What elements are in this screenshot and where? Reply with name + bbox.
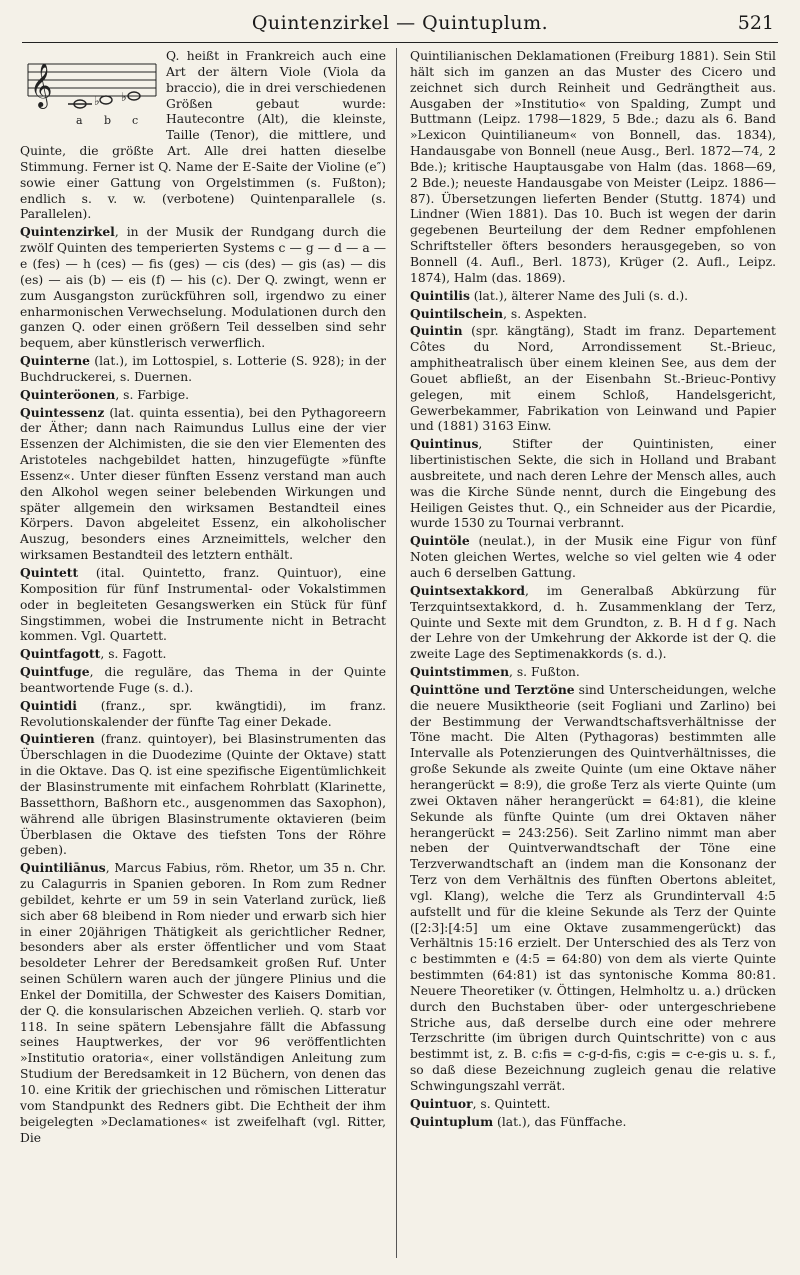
entry-headword: Quintenzirkel [20, 224, 115, 240]
entry [410, 1096, 776, 1113]
entry-headword: Quintiliānus [20, 860, 106, 876]
entry [410, 306, 776, 323]
right-column [410, 48, 776, 1132]
entry [20, 731, 386, 859]
entry [20, 860, 386, 1146]
svg-text:♭: ♭ [121, 90, 127, 104]
note-label-c: c [132, 114, 139, 127]
entry [410, 436, 776, 532]
entry-headword: Quintilschein [410, 305, 504, 321]
running-title: Quintenzirkel — Quintuplum. [251, 12, 549, 34]
entry-headword: Quintessenz [20, 404, 105, 420]
entry-text: , im Generalbaß Abkürzung für Terzquintsextakkord, d. h. Zusammenklang der Terz, Quinte und Sexte mit dem Grundton, z. B. H d f g. Nach der Lehre von der Umkehrung der Akkorde ist der Q. die zweite Lage des Septimenakkords (s. d.). [410, 583, 776, 662]
page-header [22, 6, 778, 43]
entry-text: (lat.), älterer Name des Juli (s. d.). [469, 288, 689, 303]
entry-headword: Quintstimmen [410, 664, 510, 680]
entry-text: (franz. quintoyer), bei Blasinstrumenten das Überschlagen in die Duodezime (Quinte der Oktave) statt in die Oktave. Das Q. ist eine spezifische Eigentümlichkeit der Blasinstrumente mit einfachem Rohrblatt (Klarinette, Bassetthorn, Baßhorn etc., ausgenommen das Saxophon), während alle übrigen Blasinstrumente oktavieren (beim Überblasen die Oktave des tiefsten Tons der Röhre geben). [20, 732, 386, 858]
svg-text:♭: ♭ [94, 94, 100, 108]
entry-headword: Quintuplum [410, 1113, 494, 1129]
entry-text: Quintilianischen Deklamationen (Freiburg 1881). Sein Stil hält sich im ganzen an das Muster des Cicero und zeichnet sich durch Reinheit und Gedrängtheit aus. Ausgaben der »Institutio« von Spalding, Zumpt und Buttmann (Leipz. 1798—1829, 5 Bde.; dazu als 6. Band »Lexicon Quintilianeum« von Bonnell, das. 1834), Handausgabe von Bonnell (neue Ausg., Berl. 1872—74, 2 Bde.); kritische Hauptausgabe von Halm (das. 1868—69, 2 Bde.); neueste Handausgabe von Meister (Leipz. 1886—87). Übersetzungen lieferten Bender (Stuttg. 1874) und Lindner (Wien 1881). Das 10. Buch ist wegen der darin gegebenen Beurteilung der dem Redner empfohlenen Schriftsteller öfters besonders herausgegeben, so von Bonnell (4. Aufl., Berl. 1873), Krüger (2. Aufl., Leipz. 1874), Halm (das. 1869). [410, 49, 776, 285]
entry-text: (lat. quinta essentia), bei den Pythagoreern der Äther; dann nach Raimundus Lullus eine der vier Essenzen der Alchimisten, die sie den vier Elementen des Aristoteles nachgebildet hatten, hinzugefügte »fünfte Essenz«. Unter dieser fünften Essenz verstand man auch den Alkohol wegen seiner belebenden Wirkungen und später allgemein den wirksamen Bestandteil eines Körpers. Davon abgeleitet Essenz, ein alkoholischer Auszug, besonders eines Arzneimittels, welcher den wirksamen Bestandteil des letztern enthält. [20, 405, 386, 563]
entry-text: sind Unterscheidungen, welche die neuere Musiktheorie (seit Fogliani und Zarlino) bei der Bestimmung der Verwandtschaftsverhältnisse der Töne macht. Die Alten (Pythagoras) bestimmten alle Intervalle als Potenzierungen des Quintverhältnisses, die große Sekunde als zweite Quinte (um eine Oktave näher herangerückt = 8:9), die große Terz als vierte Quinte (um zwei Oktaven näher herangerückt = 64:81), die kleine Sekunde als fünfte Quinte (um drei Oktaven näher herangerückt = 243:256). Seit Zarlino nimmt man aber neben der Quintverwandtschaft der Töne eine Terzverwandtschaft an (indem man die Konsonanz der Terz von dem Verhältnis des fünften Obertons ableitet, vgl. Klang), welche die Terz als Grundintervall 4:5 aufstellt und für die kleine Sekunde als Terz der Quinte ([2:3]:[4:5] um eine Oktave zusammengerückt) das Verhältnis 15:16 erzielt. Der Unterschied des als Terz von c bestimmten e (4:5 = 64:80) von dem als vierte Quinte bestimmten (64:81) ist das syntonische Komma 80:81. Neuere Theoretiker (v. Öttingen, Helmholtz u. a.) drücken durch den Buchstaben über- oder untergeschriebene Striche aus, daß derselbe durch eine oder mehrere Terzschritte (im übrigen durch Quintschritte) von c aus bestimmt ist, z. B. c:fis = c-g-d-fis, c:gis = c-e-gis u. s. f., so daß diese Bezeichnung zugleich genau die relative Schwingungszahl verrät. [410, 682, 776, 1093]
entry [410, 664, 776, 681]
entry-text: (lat.), im Lottospiel, s. Lotterie (S. 928); in der Buchdruckerei, s. Duernen. [20, 354, 386, 384]
entry-text: , s. Quintett. [472, 1096, 551, 1111]
entry-headword: Quinterne [20, 353, 91, 369]
entry-headword: Quintfagott [20, 646, 101, 662]
entry-headword: Quintsextakkord [410, 582, 525, 598]
note-label-b: b [104, 114, 112, 127]
entry [410, 48, 776, 287]
entry-headword: Quintett [20, 565, 79, 580]
entry [20, 646, 386, 663]
entry-text: , s. Fußton. [509, 665, 580, 680]
entry-headword: Quintin [410, 323, 463, 339]
entry-headword: Quintfuge [20, 664, 90, 680]
note-label-a: a [76, 114, 83, 127]
entry-text: , in der Musik der Rundgang durch die zwölf Quinten des temperierten Systems c — g — d — a — e (fes) — h (ces) — fis (ges) — cis (des) — gis (as) — dis (es) — ais (b) — eis (f) — his (c). Der Q. zwingt, wenn er zum Ausgangston zurückführen soll, irgendwo zu einer enharmonischen Verwechselung. Modulationen durch den ganzen Q. oder einen größern Teil desselben sind sehr bequem, aber künstlerisch verwerflich. [20, 225, 386, 351]
entry [410, 682, 776, 1095]
entry-headword: Quintieren [20, 731, 95, 747]
entry-headword: Quinttöne und Terztöne [410, 681, 575, 697]
entry-text: (spr. kängtäng), Stadt im franz. Departement Côtes du Nord, Arrondissement St.-Brieuc, amphitheatralisch über einem kleinen See, aus dem der Gouet abfließt, an der Eisenbahn St.-Brieuc-Pontivy gelegen, mit einem Schloß, Handelsgericht, Gewerbekammer, Fabrikation von Leinwand und Papier und (1881) 3163 Einw. [410, 324, 776, 434]
entry [20, 565, 386, 645]
column-divider [396, 48, 397, 1258]
entry-text: , s. Farbige. [115, 387, 190, 402]
entry [20, 224, 386, 352]
entry-headword: Quintuor [410, 1095, 473, 1111]
entry [20, 405, 386, 564]
entry-text: , Stifter der Quintinisten, einer libertinistischen Sekte, die sich in Holland und Brabant ausbreitete, und nach deren Lehre der Mensch alles, auch was die Kirche Sünde nennt, durch die Eingebung des Heiligen Geistes thut. Q., ein Schneider aus der Picardie, wurde 1530 zu Tournai verbrannt. [410, 437, 776, 531]
entry-text: , die reguläre, das Thema in der Quinte beantwortende Fuge (s. d.). [20, 665, 386, 695]
entry [20, 387, 386, 404]
svg-text:𝄞: 𝄞 [30, 63, 53, 107]
entry-text: (neulat.), in der Musik eine Figur von fünf Noten gleichen Wertes, welche so viel gelten wie 4 oder auch 6 derselben Gattung. [410, 534, 776, 580]
entry-text: , s. Aspekten. [503, 306, 587, 321]
entry [20, 353, 386, 386]
music-staff-illustration [20, 48, 158, 130]
entry-headword: Quintinus [410, 436, 479, 452]
entry [410, 1114, 776, 1131]
entry-headword: Quintilis [410, 287, 470, 303]
entry-text: (ital. Quintetto, franz. Quintuor), eine Komposition für fünf Instrumental- oder Vokalstimmen oder in begleiteten Gesangswerken ein Stück für fünf Singstimmen, wobei die Instrumente nicht in Betracht kommen. Vgl. Quartett. [20, 566, 386, 644]
left-column [20, 48, 386, 1147]
entry-headword: Quintidi [20, 697, 77, 713]
entry-text: , s. Fagott. [100, 647, 167, 662]
page-number: 521 [737, 12, 774, 34]
entry [20, 664, 386, 697]
entry [410, 533, 776, 582]
entry [410, 288, 776, 305]
entry [20, 698, 386, 731]
entry-headword: Quinteröonen [20, 386, 116, 402]
music-staff-figure [20, 48, 158, 130]
entry [410, 583, 776, 663]
entry-text: (franz., spr. kwängtidi), im franz. Revolutionskalender der fünfte Tag einer Dekade. [20, 698, 386, 729]
entry [410, 323, 776, 435]
entry-text: (lat.), das Fünffache. [493, 1114, 627, 1129]
entry-text: , Marcus Fabius, röm. Rhetor, um 35 n. Chr. zu Calagurris in Spanien geboren. In Rom zum Redner gebildet, kehrte er um 59 in sein Vaterland zurück, ließ sich aber 68 bleibend in Rom nieder und erwarb sich hier in einer 20jährigen Thätigkeit als gerichtlicher Redner, besonders aber als erster öffentlicher und vom Staat besoldeter Lehrer der Beredsamkeit großen Ruf. Unter seinen Schülern waren auch der jüngere Plinius und die Enkel der Domitilla, der Schwester des Kaisers Domitian, der Q. die konsularischen Abzeichen verlieh. Q. starb vor 118. In seine spätern Lebensjahre fällt die Abfassung seines Hauptwerkes, der vor 96 veröffentlichten »Institutio oratoria«, einer vollständigen Anleitung zum Studium der Beredsamkeit in 12 Büchern, von denen das 10. eine Kritik der griechischen und römischen Litteratur vom Standpunkt des Redners gibt. Die Echtheit der ihm beigelegten »Declamationes« ist zweifelhaft (vgl. Ritter, Die [20, 861, 386, 1145]
entry-text: Q. heißt in Frankreich auch eine Art der ältern Viole (Viola da braccio), die in drei verschiedenen Größen gebaut wurde: Hautecontre (Alt), die kleinste, Taille (Tenor), die mittlere, und Quinte, die größte Art. Alle drei hatten dieselbe Stimmung. Ferner ist Q. Name der E-Saite der Violine (e″) sowie einer Gattung von Orgelstimmen (s. Fußton); endlich s. v. w. (verbotene) Quintenparallele (s. Parallelen). [20, 49, 386, 222]
entry-headword: Quintöle [410, 533, 470, 549]
